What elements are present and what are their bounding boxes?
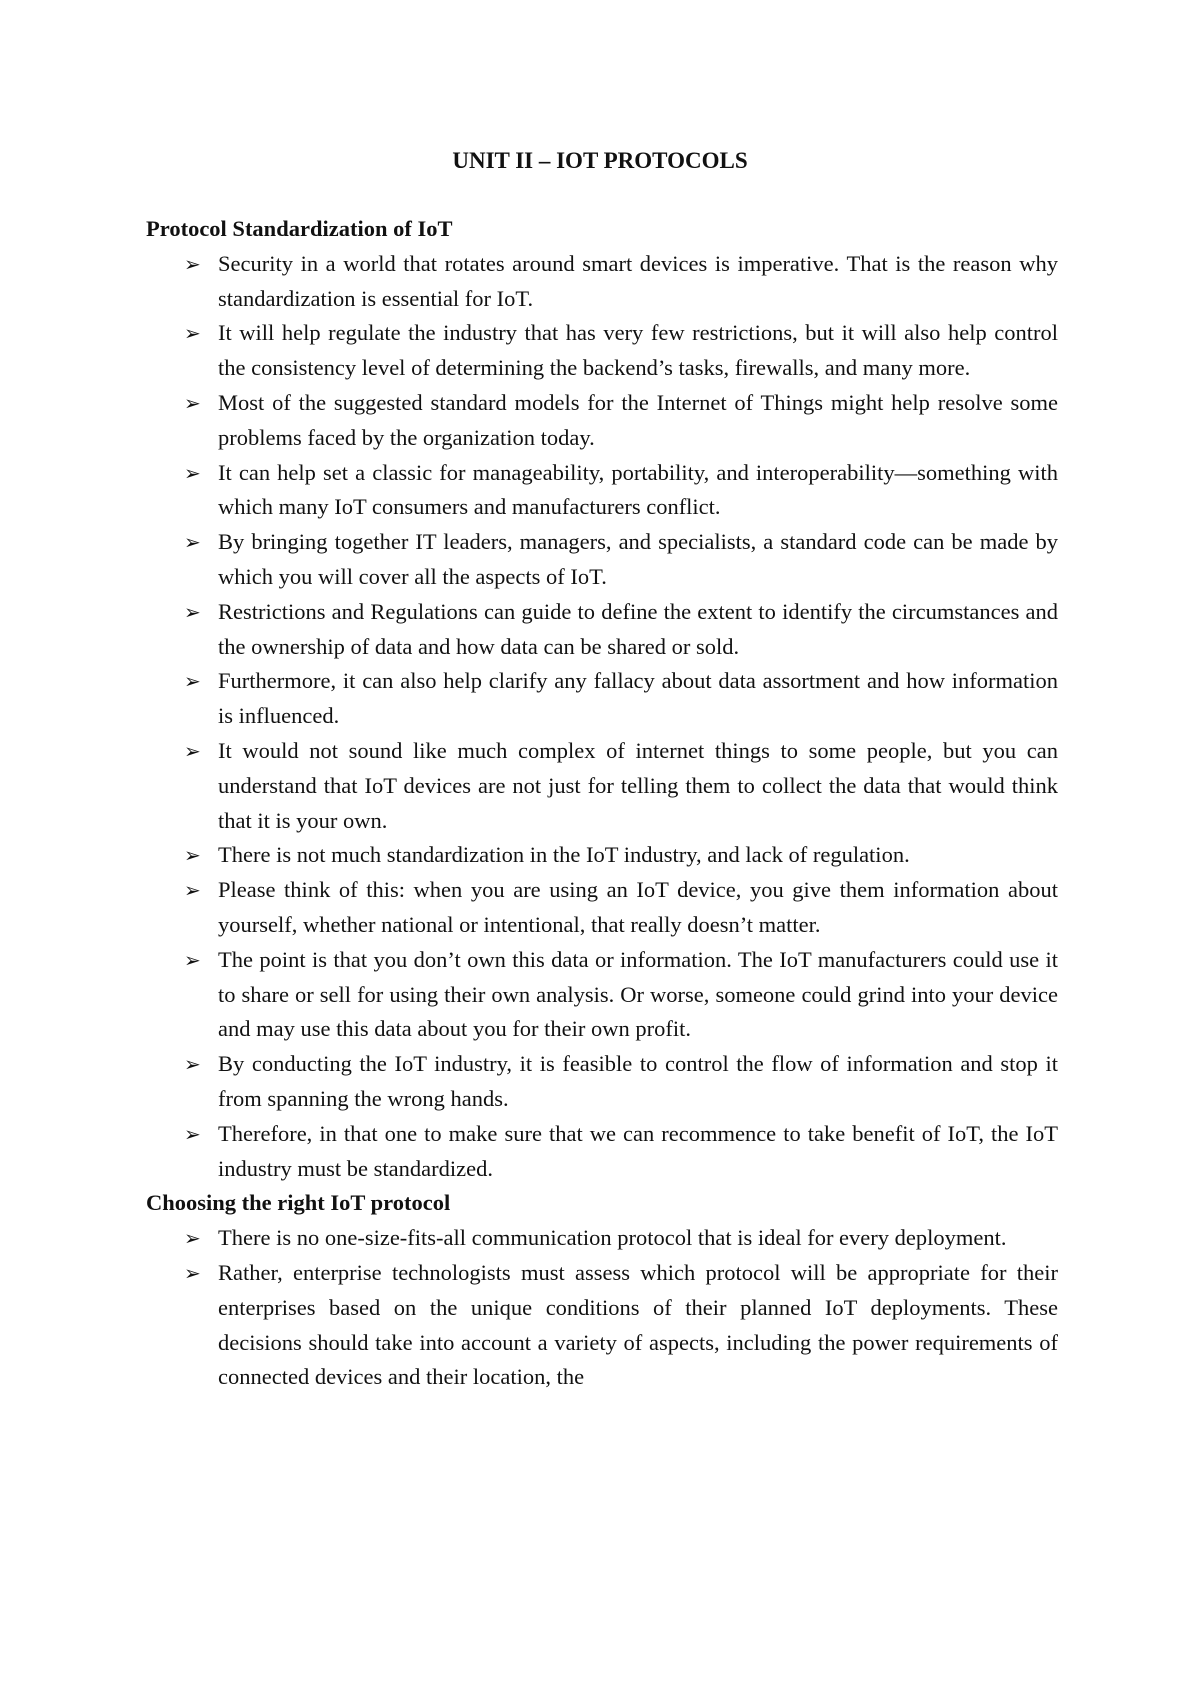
bullet-list: [146, 247, 1058, 1187]
document-body: [146, 212, 1058, 1395]
list-item: [146, 1221, 1058, 1256]
list-item: [146, 247, 1058, 317]
list-item: [146, 456, 1058, 526]
section-heading: Protocol Standardization of IoT: [146, 216, 453, 241]
section-choosing-protocol: [146, 1186, 1058, 1395]
list-item-text: There is no one-size-fits-all communication protocol that is ideal for every deployment.: [218, 1225, 1007, 1251]
list-item-text: Restrictions and Regulations can guide to define the extent to identify the circumstances and the ownership of data and how data can be shared or sold.: [218, 598, 1058, 659]
arrow-bullet-icon: ➢: [184, 1052, 201, 1077]
list-item-text: Therefore, in that one to make sure that we can recommence to take benefit of IoT, the IoT industry must be standardized.: [218, 1120, 1058, 1181]
list-item-text: It will help regulate the industry that has very few restrictions, but it will also help control the consistency level of determining the backend’s tasks, firewalls, and many more.: [218, 320, 1058, 381]
arrow-bullet-icon: ➢: [184, 669, 201, 694]
list-item: [146, 873, 1058, 943]
list-item-text: Security in a world that rotates around smart devices is imperative. That is the reason why standardization is essential for IoT.: [218, 250, 1058, 311]
list-item: [146, 664, 1058, 734]
arrow-bullet-icon: ➢: [184, 1260, 201, 1285]
list-item: [146, 838, 1058, 873]
list-item-text: Rather, enterprise technologists must assess which protocol will be appropriate for their enterprises based on the unique conditions of their planned IoT deployments. These decisions should take into account a variety of aspects, including the power requirements of connected devices and their location, the: [218, 1259, 1058, 1390]
arrow-bullet-icon: ➢: [184, 460, 201, 485]
arrow-bullet-icon: ➢: [184, 1226, 201, 1251]
bullet-list: [146, 1221, 1058, 1395]
arrow-bullet-icon: ➢: [184, 390, 201, 415]
list-item: [146, 316, 1058, 386]
arrow-bullet-icon: ➢: [184, 843, 201, 868]
section-protocol-standardization: [146, 212, 1058, 1186]
arrow-bullet-icon: ➢: [184, 947, 201, 972]
list-item: [146, 595, 1058, 665]
list-item-text: Most of the suggested standard models for the Internet of Things might help resolve some problems faced by the organization today.: [218, 389, 1058, 450]
arrow-bullet-icon: ➢: [184, 878, 201, 903]
list-item: [146, 386, 1058, 456]
list-item-text: Furthermore, it can also help clarify any fallacy about data assortment and how information is influenced.: [218, 668, 1058, 729]
list-item: [146, 1256, 1058, 1395]
list-item: [146, 734, 1058, 838]
section-heading: Choosing the right IoT protocol: [146, 1190, 451, 1216]
list-item: [146, 525, 1058, 595]
arrow-bullet-icon: ➢: [184, 251, 201, 276]
arrow-bullet-icon: ➢: [184, 321, 201, 346]
list-item-text: It would not sound like much complex of internet things to some people, but you can understand that IoT devices are not just for telling them to collect the data that would think that it is your own.: [218, 737, 1058, 833]
list-item-text: By bringing together IT leaders, managers, and specialists, a standard code can be made by which you will cover all the aspects of IoT.: [218, 529, 1058, 589]
list-item-text: The point is that you don’t own this data or information. The IoT manufacturers could use it to share or sell for using their own analysis. Or worse, someone could grind into your device and may use this data about you for their own profit.: [218, 946, 1058, 1042]
list-item-text: Please think of this: when you are using an IoT device, you give them information about yourself, whether national or intentional, that really doesn’t matter.: [218, 877, 1058, 937]
arrow-bullet-icon: ➢: [184, 1121, 201, 1146]
arrow-bullet-icon: ➢: [184, 738, 201, 763]
list-item: [146, 943, 1058, 1047]
arrow-bullet-icon: ➢: [184, 530, 201, 555]
arrow-bullet-icon: ➢: [184, 599, 201, 624]
page-title: UNIT II – IOT PROTOCOLS: [452, 148, 748, 173]
list-item: [146, 1117, 1058, 1187]
list-item: [146, 1047, 1058, 1117]
list-item-text: By conducting the IoT industry, it is feasible to control the flow of information and stop it from spanning the wrong hands.: [218, 1051, 1058, 1111]
list-item-text: It can help set a classic for manageability, portability, and interoperability—something with which many IoT consumers and manufacturers conflict.: [218, 459, 1058, 520]
list-item-text: There is not much standardization in the IoT industry, and lack of regulation.: [218, 842, 910, 868]
